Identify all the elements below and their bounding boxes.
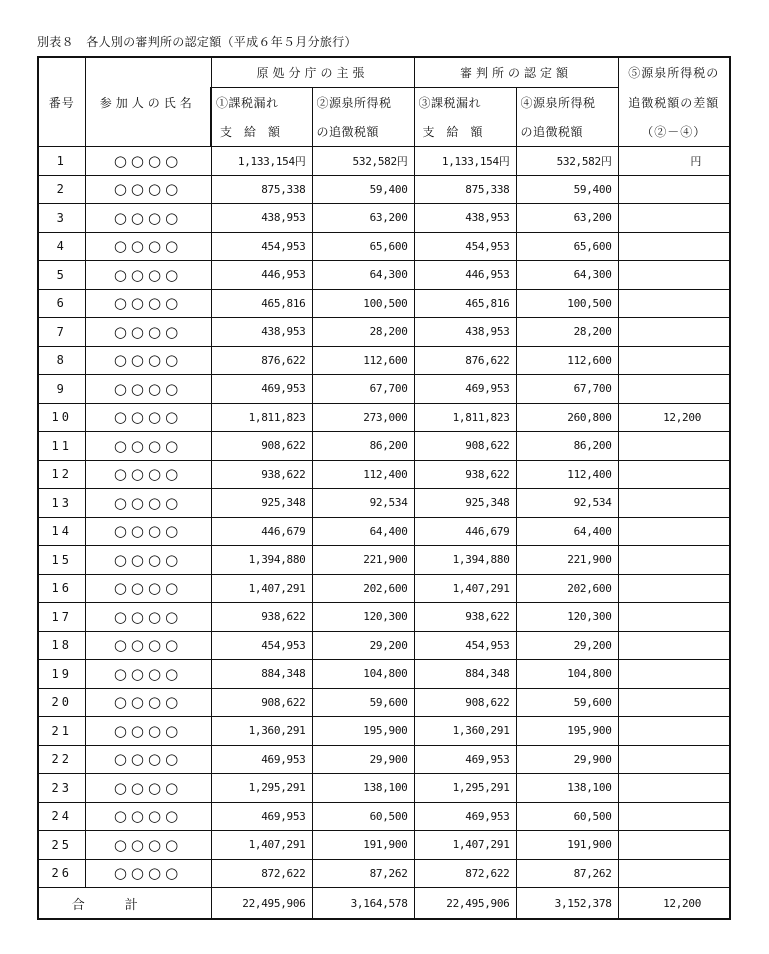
row-number: 18 bbox=[38, 631, 85, 660]
header-col4-line2: の追徴税額 bbox=[516, 117, 618, 147]
withholding-tax-assessed: 104,800 bbox=[516, 660, 618, 689]
withholding-tax-assessed: 28,200 bbox=[516, 318, 618, 347]
table-row bbox=[38, 517, 730, 546]
taxable-omission-assessed: 1,133,154円 bbox=[414, 147, 516, 176]
taxable-omission-claimed: 446,953 bbox=[211, 261, 312, 290]
withholding-tax-claimed: 65,600 bbox=[312, 232, 414, 261]
header-tribunal-assessment: 審判所の認定額 bbox=[414, 57, 618, 88]
taxable-omission-claimed: 1,407,291 bbox=[211, 574, 312, 603]
withholding-tax-assessed: 100,500 bbox=[516, 289, 618, 318]
taxable-omission-assessed: 938,622 bbox=[414, 603, 516, 632]
withholding-tax-difference: 12,200 bbox=[618, 403, 730, 432]
withholding-tax-claimed: 191,900 bbox=[312, 831, 414, 860]
table-row bbox=[38, 574, 730, 603]
withholding-tax-claimed: 195,900 bbox=[312, 717, 414, 746]
taxable-omission-assessed: 1,407,291 bbox=[414, 831, 516, 860]
total-taxable-omission-claimed: 22,495,906 bbox=[211, 888, 312, 920]
withholding-tax-assessed: 138,100 bbox=[516, 774, 618, 803]
taxable-omission-claimed: 938,622 bbox=[211, 603, 312, 632]
tax-assessment-table bbox=[37, 56, 731, 920]
table-row bbox=[38, 745, 730, 774]
taxable-omission-claimed: 469,953 bbox=[211, 745, 312, 774]
withholding-tax-assessed: 195,900 bbox=[516, 717, 618, 746]
row-number: 4 bbox=[38, 232, 85, 261]
row-number: 19 bbox=[38, 660, 85, 689]
participant-name: ○○○○ bbox=[85, 717, 211, 746]
taxable-omission-claimed: 908,622 bbox=[211, 688, 312, 717]
participant-name: ○○○○ bbox=[85, 175, 211, 204]
withholding-tax-difference: 円 bbox=[618, 147, 730, 176]
withholding-tax-assessed: 92,534 bbox=[516, 489, 618, 518]
withholding-tax-claimed: 60,500 bbox=[312, 802, 414, 831]
participant-name: ○○○○ bbox=[85, 603, 211, 632]
withholding-tax-claimed: 64,300 bbox=[312, 261, 414, 290]
header-original-agency-claim: 原処分庁の主張 bbox=[211, 57, 414, 88]
table-row bbox=[38, 489, 730, 518]
withholding-tax-difference bbox=[618, 688, 730, 717]
taxable-omission-claimed: 908,622 bbox=[211, 432, 312, 461]
withholding-tax-difference bbox=[618, 175, 730, 204]
header-col4-line1: ④源泉所得税 bbox=[516, 88, 618, 118]
withholding-tax-difference bbox=[618, 489, 730, 518]
taxable-omission-assessed: 872,622 bbox=[414, 859, 516, 888]
header-col5-line3: （②－④） bbox=[618, 117, 730, 147]
withholding-tax-assessed: 87,262 bbox=[516, 859, 618, 888]
withholding-tax-assessed: 112,600 bbox=[516, 346, 618, 375]
taxable-omission-assessed: 454,953 bbox=[414, 631, 516, 660]
table-row bbox=[38, 289, 730, 318]
taxable-omission-assessed: 925,348 bbox=[414, 489, 516, 518]
participant-name: ○○○○ bbox=[85, 745, 211, 774]
taxable-omission-assessed: 446,679 bbox=[414, 517, 516, 546]
taxable-omission-assessed: 876,622 bbox=[414, 346, 516, 375]
participant-name: ○○○○ bbox=[85, 261, 211, 290]
taxable-omission-assessed: 884,348 bbox=[414, 660, 516, 689]
table-row bbox=[38, 403, 730, 432]
table-row bbox=[38, 717, 730, 746]
withholding-tax-claimed: 87,262 bbox=[312, 859, 414, 888]
participant-name: ○○○○ bbox=[85, 688, 211, 717]
participant-name: ○○○○ bbox=[85, 147, 211, 176]
withholding-tax-assessed: 260,800 bbox=[516, 403, 618, 432]
header-col5-line2: 追徴税額の差額 bbox=[618, 88, 730, 118]
withholding-tax-assessed: 202,600 bbox=[516, 574, 618, 603]
withholding-tax-difference bbox=[618, 517, 730, 546]
row-number: 20 bbox=[38, 688, 85, 717]
withholding-tax-difference bbox=[618, 802, 730, 831]
participant-name: ○○○○ bbox=[85, 802, 211, 831]
participant-name: ○○○○ bbox=[85, 517, 211, 546]
table-row bbox=[38, 432, 730, 461]
withholding-tax-assessed: 67,700 bbox=[516, 375, 618, 404]
withholding-tax-assessed: 63,200 bbox=[516, 204, 618, 233]
taxable-omission-claimed: 876,622 bbox=[211, 346, 312, 375]
taxable-omission-assessed: 908,622 bbox=[414, 432, 516, 461]
withholding-tax-assessed: 64,400 bbox=[516, 517, 618, 546]
row-number: 7 bbox=[38, 318, 85, 347]
withholding-tax-claimed: 138,100 bbox=[312, 774, 414, 803]
taxable-omission-claimed: 938,622 bbox=[211, 460, 312, 489]
withholding-tax-claimed: 100,500 bbox=[312, 289, 414, 318]
withholding-tax-difference bbox=[618, 204, 730, 233]
header-col2-line2: の追徴税額 bbox=[312, 117, 414, 147]
taxable-omission-claimed: 469,953 bbox=[211, 375, 312, 404]
row-number: 6 bbox=[38, 289, 85, 318]
table-row bbox=[38, 802, 730, 831]
table-row bbox=[38, 375, 730, 404]
withholding-tax-claimed: 67,700 bbox=[312, 375, 414, 404]
withholding-tax-assessed: 59,600 bbox=[516, 688, 618, 717]
taxable-omission-assessed: 1,295,291 bbox=[414, 774, 516, 803]
withholding-tax-assessed: 532,582円 bbox=[516, 147, 618, 176]
row-number: 9 bbox=[38, 375, 85, 404]
participant-name: ○○○○ bbox=[85, 546, 211, 575]
total-withholding-tax-claimed: 3,164,578 bbox=[312, 888, 414, 920]
taxable-omission-assessed: 875,338 bbox=[414, 175, 516, 204]
withholding-tax-claimed: 63,200 bbox=[312, 204, 414, 233]
table-row bbox=[38, 859, 730, 888]
participant-name: ○○○○ bbox=[85, 318, 211, 347]
header-participant-name: 参加人の氏名 bbox=[85, 57, 211, 147]
withholding-tax-claimed: 202,600 bbox=[312, 574, 414, 603]
row-number: 23 bbox=[38, 774, 85, 803]
withholding-tax-claimed: 120,300 bbox=[312, 603, 414, 632]
withholding-tax-claimed: 86,200 bbox=[312, 432, 414, 461]
table-row bbox=[38, 688, 730, 717]
taxable-omission-assessed: 469,953 bbox=[414, 745, 516, 774]
withholding-tax-difference bbox=[618, 546, 730, 575]
taxable-omission-assessed: 469,953 bbox=[414, 375, 516, 404]
withholding-tax-difference bbox=[618, 660, 730, 689]
withholding-tax-assessed: 221,900 bbox=[516, 546, 618, 575]
withholding-tax-difference bbox=[618, 318, 730, 347]
table-row bbox=[38, 346, 730, 375]
participant-name: ○○○○ bbox=[85, 859, 211, 888]
withholding-tax-assessed: 191,900 bbox=[516, 831, 618, 860]
table-caption: 別表８ 各人別の審判所の認定額（平成６年５月分旅行） bbox=[37, 35, 357, 49]
withholding-tax-claimed: 221,900 bbox=[312, 546, 414, 575]
withholding-tax-claimed: 59,600 bbox=[312, 688, 414, 717]
row-number: 24 bbox=[38, 802, 85, 831]
withholding-tax-assessed: 29,200 bbox=[516, 631, 618, 660]
taxable-omission-assessed: 469,953 bbox=[414, 802, 516, 831]
row-number: 10 bbox=[38, 403, 85, 432]
row-number: 22 bbox=[38, 745, 85, 774]
row-number: 15 bbox=[38, 546, 85, 575]
taxable-omission-claimed: 438,953 bbox=[211, 204, 312, 233]
total-taxable-omission-assessed: 22,495,906 bbox=[414, 888, 516, 920]
withholding-tax-assessed: 120,300 bbox=[516, 603, 618, 632]
withholding-tax-claimed: 28,200 bbox=[312, 318, 414, 347]
row-number: 1 bbox=[38, 147, 85, 176]
row-number: 14 bbox=[38, 517, 85, 546]
taxable-omission-assessed: 908,622 bbox=[414, 688, 516, 717]
table-row bbox=[38, 603, 730, 632]
table-row bbox=[38, 660, 730, 689]
withholding-tax-difference bbox=[618, 745, 730, 774]
withholding-tax-claimed: 112,600 bbox=[312, 346, 414, 375]
taxable-omission-claimed: 1,811,823 bbox=[211, 403, 312, 432]
taxable-omission-claimed: 1,295,291 bbox=[211, 774, 312, 803]
header-col1-line2: 支 給 額 bbox=[211, 117, 312, 147]
withholding-tax-assessed: 59,400 bbox=[516, 175, 618, 204]
taxable-omission-claimed: 1,407,291 bbox=[211, 831, 312, 860]
header-col2-line1: ②源泉所得税 bbox=[312, 88, 414, 118]
participant-name: ○○○○ bbox=[85, 774, 211, 803]
withholding-tax-difference bbox=[618, 346, 730, 375]
table-row bbox=[38, 261, 730, 290]
participant-name: ○○○○ bbox=[85, 660, 211, 689]
header-number: 番号 bbox=[38, 57, 85, 147]
withholding-tax-difference bbox=[618, 774, 730, 803]
taxable-omission-claimed: 925,348 bbox=[211, 489, 312, 518]
total-withholding-tax-difference: 12,200 bbox=[618, 888, 730, 920]
header-row-1 bbox=[38, 57, 730, 88]
withholding-tax-assessed: 112,400 bbox=[516, 460, 618, 489]
taxable-omission-assessed: 446,953 bbox=[414, 261, 516, 290]
taxable-omission-assessed: 1,407,291 bbox=[414, 574, 516, 603]
taxable-omission-claimed: 454,953 bbox=[211, 232, 312, 261]
withholding-tax-difference bbox=[618, 232, 730, 261]
total-withholding-tax-assessed: 3,152,378 bbox=[516, 888, 618, 920]
total-label: 合計 bbox=[38, 888, 211, 920]
taxable-omission-assessed: 1,811,823 bbox=[414, 403, 516, 432]
header-col3-line1: ③課税漏れ bbox=[414, 88, 516, 118]
taxable-omission-claimed: 884,348 bbox=[211, 660, 312, 689]
participant-name: ○○○○ bbox=[85, 489, 211, 518]
taxable-omission-claimed: 446,679 bbox=[211, 517, 312, 546]
row-number: 21 bbox=[38, 717, 85, 746]
total-row bbox=[38, 888, 730, 920]
withholding-tax-difference bbox=[618, 261, 730, 290]
withholding-tax-claimed: 29,200 bbox=[312, 631, 414, 660]
table-row bbox=[38, 232, 730, 261]
withholding-tax-claimed: 104,800 bbox=[312, 660, 414, 689]
participant-name: ○○○○ bbox=[85, 631, 211, 660]
table-row bbox=[38, 831, 730, 860]
row-number: 13 bbox=[38, 489, 85, 518]
taxable-omission-assessed: 938,622 bbox=[414, 460, 516, 489]
withholding-tax-assessed: 64,300 bbox=[516, 261, 618, 290]
withholding-tax-assessed: 29,900 bbox=[516, 745, 618, 774]
withholding-tax-difference bbox=[618, 603, 730, 632]
taxable-omission-claimed: 1,133,154円 bbox=[211, 147, 312, 176]
taxable-omission-claimed: 438,953 bbox=[211, 318, 312, 347]
withholding-tax-claimed: 29,900 bbox=[312, 745, 414, 774]
row-number: 8 bbox=[38, 346, 85, 375]
withholding-tax-assessed: 86,200 bbox=[516, 432, 618, 461]
table-row bbox=[38, 204, 730, 233]
participant-name: ○○○○ bbox=[85, 289, 211, 318]
row-number: 25 bbox=[38, 831, 85, 860]
row-number: 17 bbox=[38, 603, 85, 632]
table-row bbox=[38, 175, 730, 204]
withholding-tax-claimed: 64,400 bbox=[312, 517, 414, 546]
participant-name: ○○○○ bbox=[85, 232, 211, 261]
table-row bbox=[38, 318, 730, 347]
participant-name: ○○○○ bbox=[85, 375, 211, 404]
taxable-omission-assessed: 438,953 bbox=[414, 318, 516, 347]
withholding-tax-claimed: 273,000 bbox=[312, 403, 414, 432]
taxable-omission-assessed: 1,394,880 bbox=[414, 546, 516, 575]
withholding-tax-claimed: 532,582円 bbox=[312, 147, 414, 176]
header-col5-line1: ⑤源泉所得税の bbox=[618, 57, 730, 88]
withholding-tax-difference bbox=[618, 631, 730, 660]
table-row bbox=[38, 147, 730, 176]
withholding-tax-claimed: 112,400 bbox=[312, 460, 414, 489]
row-number: 3 bbox=[38, 204, 85, 233]
withholding-tax-assessed: 60,500 bbox=[516, 802, 618, 831]
table-row bbox=[38, 774, 730, 803]
taxable-omission-claimed: 875,338 bbox=[211, 175, 312, 204]
table-row bbox=[38, 546, 730, 575]
participant-name: ○○○○ bbox=[85, 432, 211, 461]
row-number: 16 bbox=[38, 574, 85, 603]
withholding-tax-difference bbox=[618, 460, 730, 489]
taxable-omission-assessed: 454,953 bbox=[414, 232, 516, 261]
participant-name: ○○○○ bbox=[85, 574, 211, 603]
header-col1-line1: ①課税漏れ bbox=[211, 88, 312, 118]
withholding-tax-difference bbox=[618, 289, 730, 318]
row-number: 26 bbox=[38, 859, 85, 888]
participant-name: ○○○○ bbox=[85, 831, 211, 860]
row-number: 12 bbox=[38, 460, 85, 489]
taxable-omission-assessed: 1,360,291 bbox=[414, 717, 516, 746]
participant-name: ○○○○ bbox=[85, 204, 211, 233]
taxable-omission-claimed: 872,622 bbox=[211, 859, 312, 888]
row-number: 5 bbox=[38, 261, 85, 290]
table-row bbox=[38, 460, 730, 489]
table-row bbox=[38, 631, 730, 660]
withholding-tax-claimed: 59,400 bbox=[312, 175, 414, 204]
taxable-omission-claimed: 454,953 bbox=[211, 631, 312, 660]
row-number: 2 bbox=[38, 175, 85, 204]
withholding-tax-difference bbox=[618, 574, 730, 603]
withholding-tax-difference bbox=[618, 831, 730, 860]
taxable-omission-claimed: 469,953 bbox=[211, 802, 312, 831]
withholding-tax-difference bbox=[618, 859, 730, 888]
row-number: 11 bbox=[38, 432, 85, 461]
participant-name: ○○○○ bbox=[85, 403, 211, 432]
withholding-tax-assessed: 65,600 bbox=[516, 232, 618, 261]
taxable-omission-assessed: 438,953 bbox=[414, 204, 516, 233]
taxable-omission-claimed: 465,816 bbox=[211, 289, 312, 318]
withholding-tax-difference bbox=[618, 375, 730, 404]
withholding-tax-difference bbox=[618, 717, 730, 746]
taxable-omission-claimed: 1,394,880 bbox=[211, 546, 312, 575]
participant-name: ○○○○ bbox=[85, 460, 211, 489]
participant-name: ○○○○ bbox=[85, 346, 211, 375]
withholding-tax-difference bbox=[618, 432, 730, 461]
withholding-tax-claimed: 92,534 bbox=[312, 489, 414, 518]
taxable-omission-claimed: 1,360,291 bbox=[211, 717, 312, 746]
taxable-omission-assessed: 465,816 bbox=[414, 289, 516, 318]
header-col3-line2: 支 給 額 bbox=[414, 117, 516, 147]
